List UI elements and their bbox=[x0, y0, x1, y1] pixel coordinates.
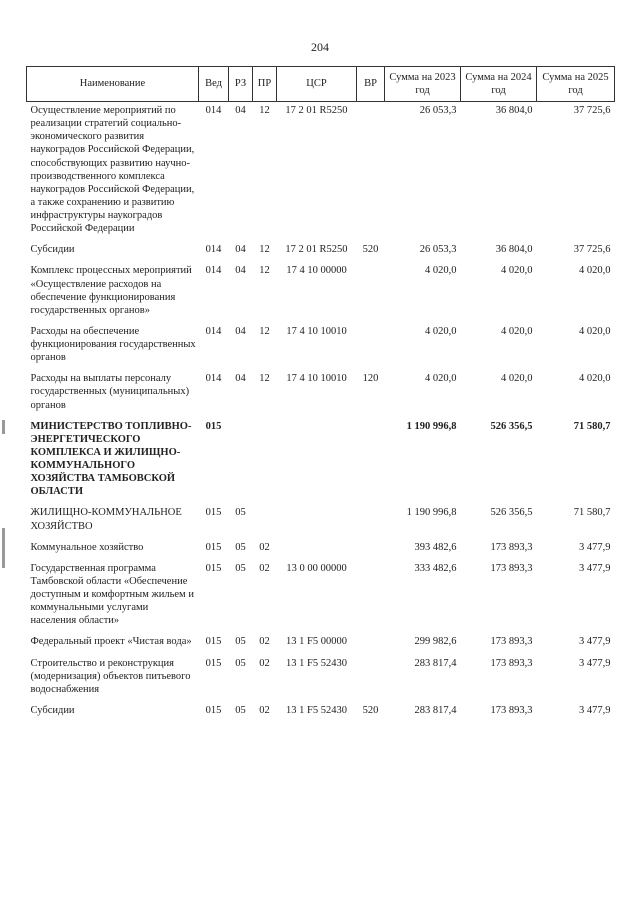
row-rz: 04 bbox=[235, 373, 246, 385]
row-sum-2025: 3 477,9 bbox=[579, 657, 611, 669]
row-rz: 04 bbox=[235, 325, 246, 337]
row-sum-2023: 283 817,4 bbox=[414, 704, 457, 716]
row-sum-2023: 4 020,0 bbox=[425, 325, 457, 337]
row-name: Осуществление мероприятий по реализации стратегий социально-экономического развития наукоградов Российской Федерации, способствующих развитию научно-производственного комплекса наукоградов Российской Федерации, а также сохранению и развитию инфраструктуры наукоградов Российской Федерации bbox=[30, 105, 195, 235]
table-header-row bbox=[27, 67, 615, 102]
table-row bbox=[27, 241, 615, 262]
header-sum-2024: Сумма на 2024 год bbox=[461, 67, 537, 102]
row-sum-2024: 4 020,0 bbox=[501, 265, 533, 277]
table-row bbox=[27, 560, 615, 634]
row-ved: 014 bbox=[205, 373, 222, 385]
row-sum-2023: 4 020,0 bbox=[425, 373, 457, 385]
row-pr: 12 bbox=[259, 373, 270, 385]
row-pr: 02 bbox=[259, 636, 270, 648]
row-sum-2025: 37 725,6 bbox=[573, 105, 611, 116]
row-name: Строительство и реконструкция (модернизация) объектов питьевого водоснабжения bbox=[30, 657, 191, 695]
row-rz: 04 bbox=[235, 105, 246, 116]
row-pr: 12 bbox=[259, 105, 270, 116]
row-sum-2024: 4 020,0 bbox=[501, 325, 533, 337]
row-vr bbox=[357, 504, 385, 538]
row-csr: 13 1 F5 00000 bbox=[286, 636, 347, 648]
row-sum-2024: 173 893,3 bbox=[490, 657, 533, 669]
row-ved: 015 bbox=[205, 507, 222, 519]
row-sum-2023: 283 817,4 bbox=[414, 657, 457, 669]
row-rz bbox=[229, 418, 253, 505]
header-ved: Вед bbox=[199, 67, 229, 102]
row-sum-2025: 37 725,6 bbox=[573, 244, 611, 256]
row-name: Расходы на обеспечение функционирования государственных органов bbox=[30, 325, 196, 364]
row-ved: 014 bbox=[205, 265, 222, 277]
table-row bbox=[27, 504, 615, 538]
row-sum-2025: 4 020,0 bbox=[579, 265, 611, 277]
row-vr bbox=[357, 262, 385, 323]
row-ved: 015 bbox=[205, 541, 222, 553]
row-sum-2024: 526 356,5 bbox=[490, 420, 533, 432]
row-vr bbox=[357, 102, 385, 242]
header-sum-2025: Сумма на 2025 год bbox=[537, 67, 615, 102]
table-row bbox=[27, 418, 615, 505]
row-csr bbox=[277, 539, 357, 560]
row-csr bbox=[277, 504, 357, 538]
row-sum-2024: 36 804,0 bbox=[495, 105, 533, 116]
row-sum-2023: 299 982,6 bbox=[414, 636, 457, 648]
row-sum-2025: 3 477,9 bbox=[579, 636, 611, 648]
row-vr: 520 bbox=[362, 704, 379, 716]
row-vr: 120 bbox=[362, 373, 379, 385]
row-pr: 02 bbox=[259, 657, 270, 669]
row-pr: 12 bbox=[259, 265, 270, 277]
row-sum-2023: 4 020,0 bbox=[425, 265, 457, 277]
row-vr bbox=[357, 418, 385, 505]
row-sum-2024: 173 893,3 bbox=[490, 541, 533, 553]
row-rz: 05 bbox=[235, 562, 246, 574]
row-pr: 02 bbox=[259, 704, 270, 716]
row-sum-2024: 173 893,3 bbox=[490, 562, 533, 574]
table-row bbox=[27, 262, 615, 323]
row-csr: 13 1 F5 52430 bbox=[286, 704, 347, 716]
row-ved: 015 bbox=[205, 657, 222, 669]
row-name: Федеральный проект «Чистая вода» bbox=[30, 636, 192, 648]
row-rz: 04 bbox=[235, 244, 246, 256]
row-name: Расходы на выплаты персоналу государственных (муниципальных) органов bbox=[30, 373, 190, 411]
row-sum-2023: 333 482,6 bbox=[414, 562, 457, 574]
row-name: Субсидии bbox=[30, 704, 75, 716]
binding-mark bbox=[2, 528, 5, 568]
row-vr bbox=[357, 539, 385, 560]
row-sum-2024: 36 804,0 bbox=[495, 244, 533, 256]
row-sum-2025: 3 477,9 bbox=[579, 704, 611, 716]
header-csr: ЦСР bbox=[277, 67, 357, 102]
budget-table bbox=[26, 66, 615, 723]
table-row bbox=[27, 633, 615, 654]
row-pr bbox=[253, 504, 277, 538]
row-csr: 17 2 01 R5250 bbox=[285, 105, 348, 116]
row-name: ЖИЛИЩНО-КОММУНАЛЬНОЕ ХОЗЯЙСТВО bbox=[30, 507, 182, 532]
row-ved: 015 bbox=[205, 562, 222, 574]
table-row bbox=[27, 655, 615, 702]
row-vr bbox=[357, 655, 385, 702]
row-rz: 05 bbox=[235, 636, 246, 648]
table-row bbox=[27, 370, 615, 417]
row-name: МИНИСТЕРСТВО ТОПЛИВНО-ЭНЕРГЕТИЧЕСКОГО КОМПЛЕКСА И ЖИЛИЩНО-КОММУНАЛЬНОГО ХОЗЯЙСТВА ТАМБОВСКОЙ ОБЛАСТИ bbox=[30, 420, 192, 498]
table-row bbox=[27, 539, 615, 560]
row-vr: 520 bbox=[362, 244, 379, 256]
row-csr: 17 4 10 00000 bbox=[286, 265, 347, 277]
row-rz: 05 bbox=[235, 541, 246, 553]
header-rz: РЗ bbox=[229, 67, 253, 102]
row-sum-2024: 173 893,3 bbox=[490, 704, 533, 716]
row-sum-2025: 3 477,9 bbox=[579, 541, 611, 553]
row-sum-2025: 3 477,9 bbox=[579, 562, 611, 574]
header-pr: ПР bbox=[253, 67, 277, 102]
row-csr: 17 2 01 R5250 bbox=[285, 244, 348, 256]
row-sum-2025: 71 580,7 bbox=[573, 420, 611, 432]
row-sum-2023: 1 190 996,8 bbox=[406, 420, 457, 432]
row-rz: 05 bbox=[235, 507, 246, 519]
row-sum-2023: 1 190 996,8 bbox=[406, 507, 457, 519]
row-rz: 05 bbox=[235, 704, 246, 716]
row-csr: 13 0 00 00000 bbox=[286, 562, 347, 574]
row-csr bbox=[277, 418, 357, 505]
row-sum-2024: 4 020,0 bbox=[501, 373, 533, 385]
row-csr: 17 4 10 10010 bbox=[286, 325, 347, 337]
row-vr bbox=[357, 560, 385, 634]
row-sum-2023: 26 053,3 bbox=[419, 244, 457, 256]
binding-mark bbox=[2, 420, 5, 434]
header-vr: ВР bbox=[357, 67, 385, 102]
row-sum-2024: 173 893,3 bbox=[490, 636, 533, 648]
row-csr: 17 4 10 10010 bbox=[286, 373, 347, 385]
row-ved: 014 bbox=[205, 244, 222, 256]
row-vr bbox=[357, 323, 385, 370]
header-name: Наименование bbox=[27, 67, 199, 102]
row-csr: 13 1 F5 52430 bbox=[286, 657, 347, 669]
row-name: Государственная программа Тамбовской области «Обеспечение доступным и комфортным жильем и коммунальными услугами населения области» bbox=[30, 562, 194, 627]
row-pr: 12 bbox=[259, 325, 270, 337]
row-pr: 02 bbox=[259, 562, 270, 574]
row-pr: 02 bbox=[259, 541, 270, 553]
row-rz: 05 bbox=[235, 657, 246, 669]
row-sum-2024: 526 356,5 bbox=[490, 507, 533, 519]
row-name: Комплекс процессных мероприятий «Осуществление расходов на обеспечение функционирования государственных органов» bbox=[30, 265, 192, 316]
row-vr bbox=[357, 633, 385, 654]
row-name: Коммунальное хозяйство bbox=[30, 541, 144, 553]
row-ved: 015 bbox=[205, 704, 222, 716]
table-row bbox=[27, 102, 615, 242]
row-rz: 04 bbox=[235, 265, 246, 277]
row-name: Субсидии bbox=[30, 244, 75, 256]
row-sum-2025: 4 020,0 bbox=[579, 373, 611, 385]
row-sum-2023: 26 053,3 bbox=[419, 105, 457, 116]
row-pr bbox=[253, 418, 277, 505]
row-ved: 015 bbox=[205, 636, 222, 648]
table-row bbox=[27, 323, 615, 370]
row-ved: 014 bbox=[205, 105, 222, 116]
row-ved: 015 bbox=[205, 420, 222, 432]
row-ved: 014 bbox=[205, 325, 222, 337]
header-sum-2023: Сумма на 2023 год bbox=[385, 67, 461, 102]
row-sum-2025: 71 580,7 bbox=[573, 507, 611, 519]
table-row bbox=[27, 702, 615, 723]
page-number: 204 bbox=[311, 40, 329, 54]
row-pr: 12 bbox=[259, 244, 270, 256]
row-sum-2025: 4 020,0 bbox=[579, 325, 611, 337]
row-sum-2023: 393 482,6 bbox=[414, 541, 457, 553]
